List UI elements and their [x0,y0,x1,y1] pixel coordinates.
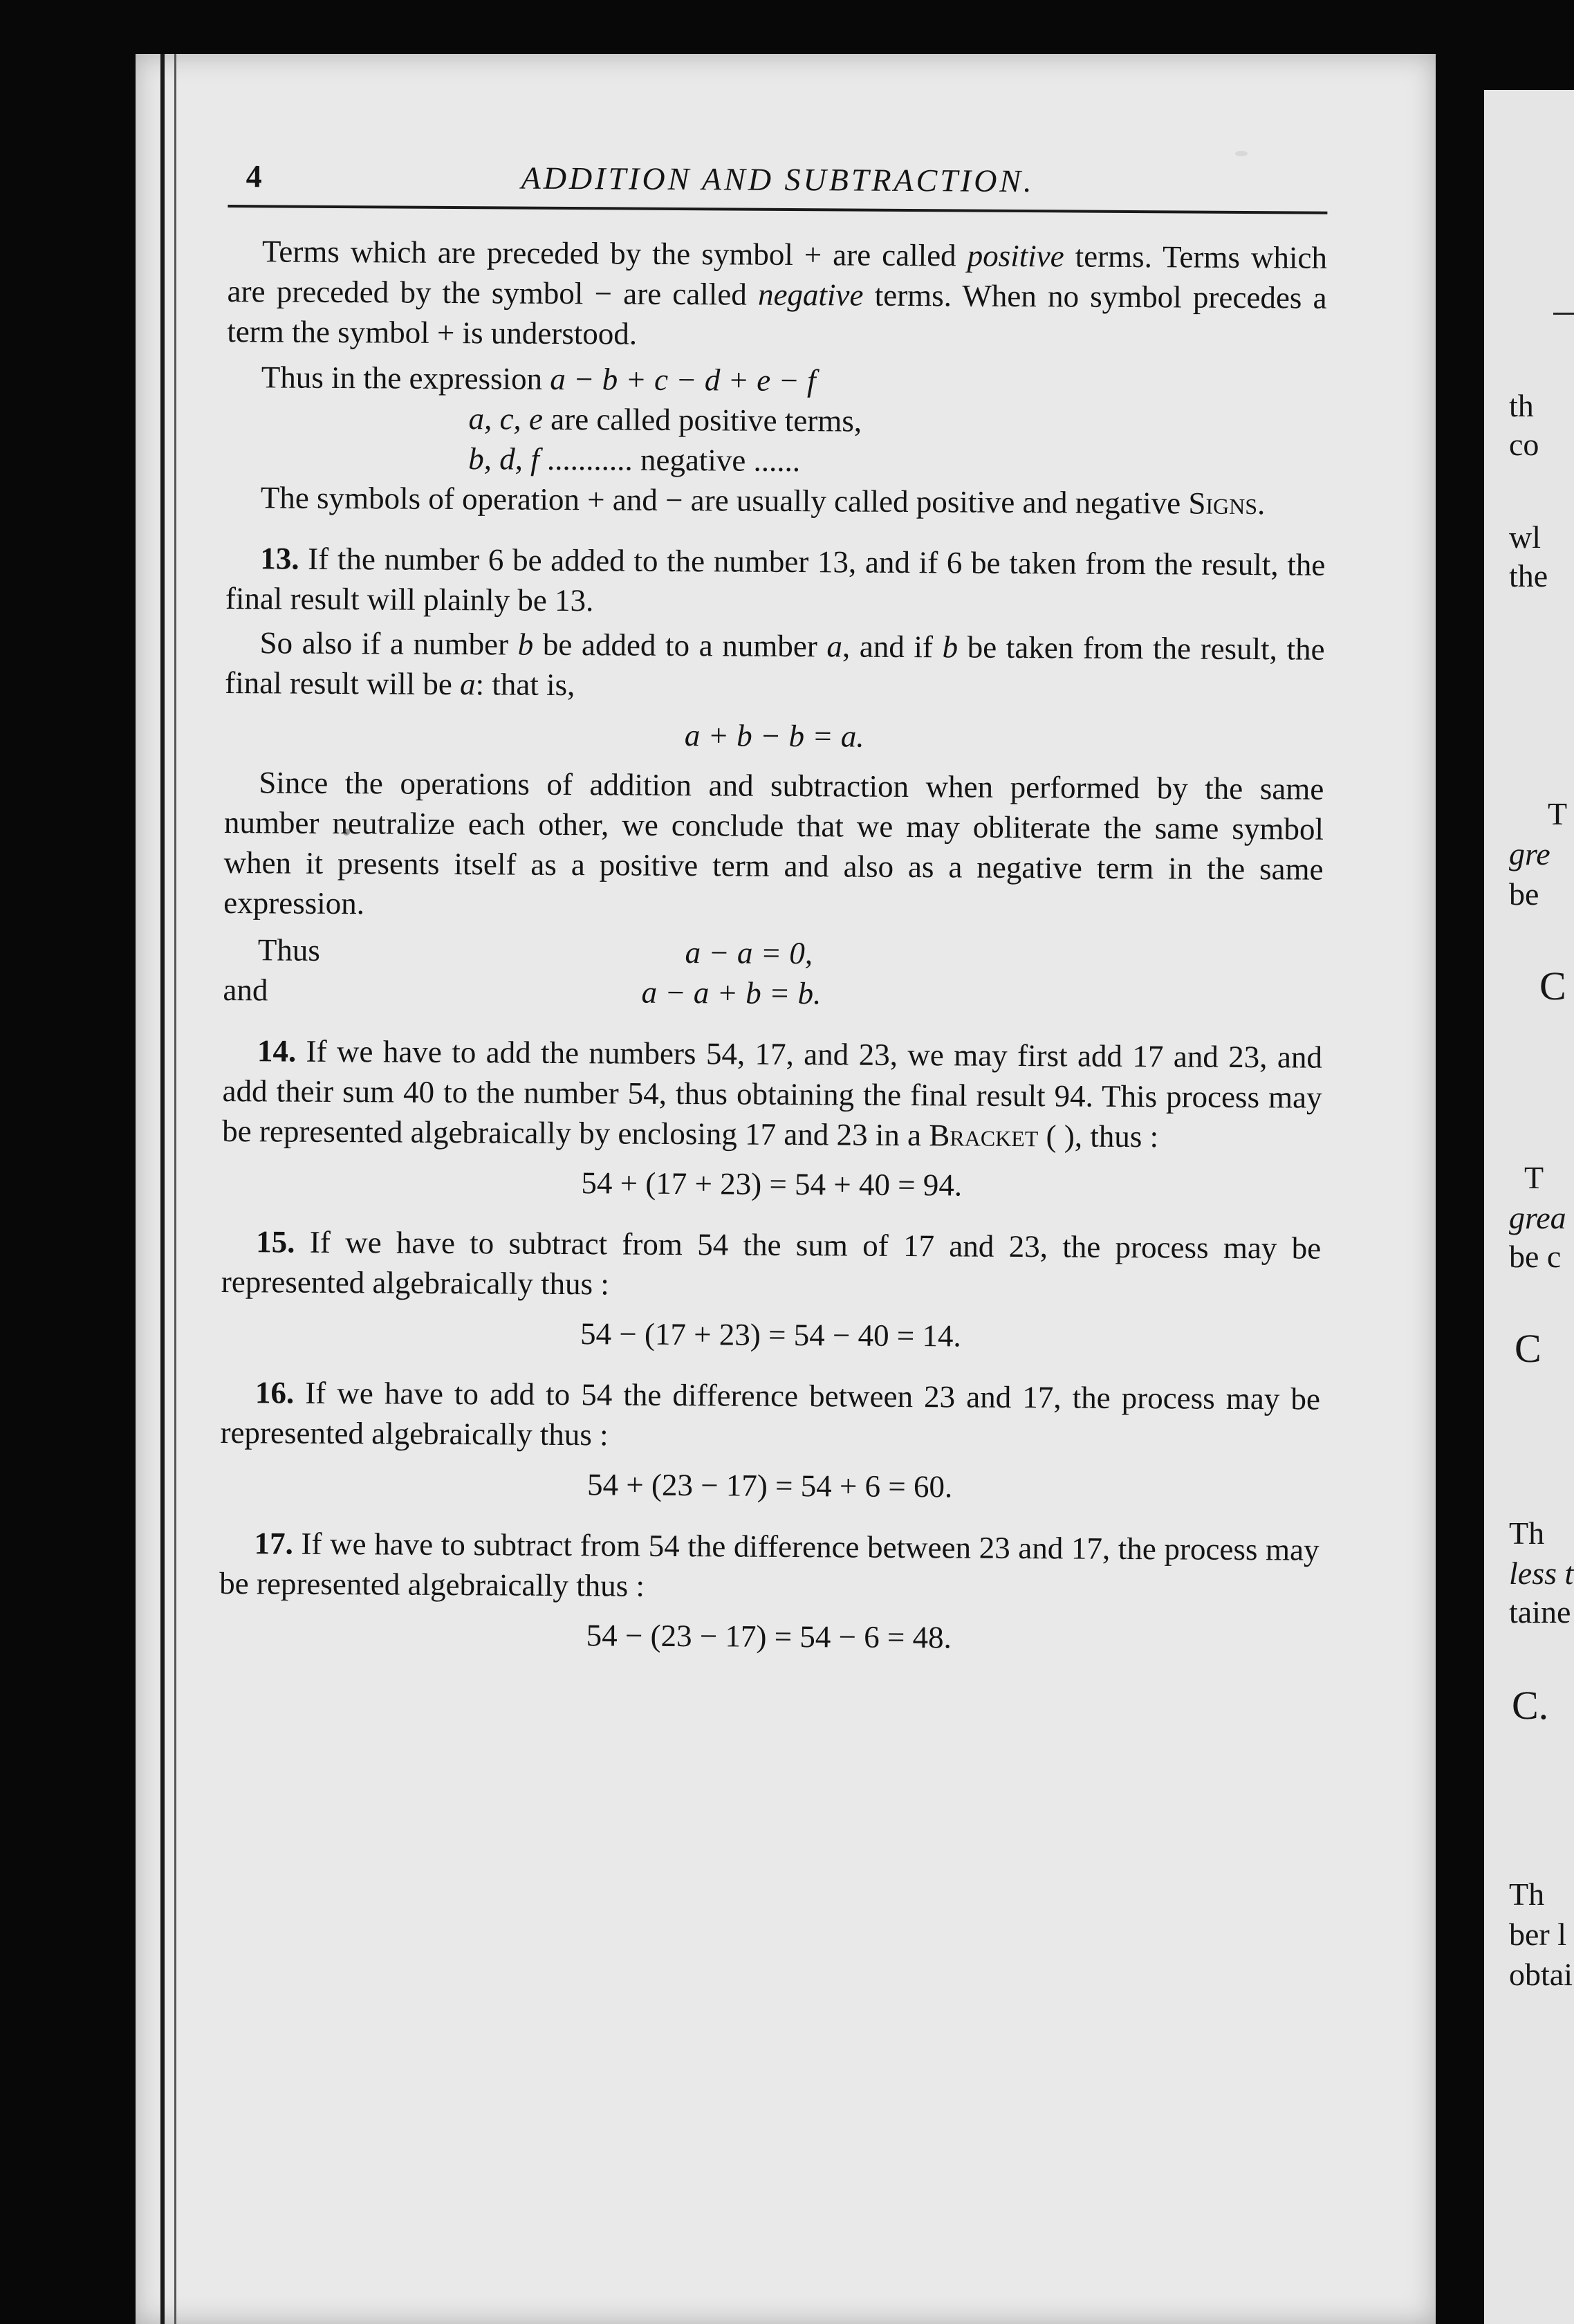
equation: 54 − (23 − 17) = 54 − 6 = 48. [586,1618,952,1655]
equation-row: Thus a − a = 0, [223,930,1323,977]
section-14-paragraph: 14. If we have to add the numbers 54, 17, and 23, we may first add 17 and 23, and add their sum 40 to the number 54, thus obtaining the final result 94. This process may be represented algebraically by enclosing 17 and 23 in a Bracket ( ), thus : [222,1033,1323,1154]
section-number: 13. [260,541,299,576]
facing-fragment: be c [1509,1239,1562,1274]
facing-fragment: wl [1509,519,1541,555]
equation: 54 + (17 + 23) = 54 + 40 = 94. [581,1165,963,1203]
facing-fragment: th [1509,388,1534,423]
equation: a − a + b = b. [641,975,822,1011]
negative-terms-line: b, d, f ........... negative ...... [468,441,801,479]
paragraph-expression: Thus in the expression a − b + c − d + e − f [261,360,816,398]
section-number: 14. [257,1033,297,1069]
page-text [219,138,1328,1670]
facing-fragment: T [1548,796,1568,831]
facing-fragment: less t [1509,1556,1574,1591]
facing-fragment: be [1509,876,1539,912]
equation: 54 − (17 + 23) = 54 − 40 = 14. [580,1316,961,1354]
facing-fragment: the [1509,558,1548,593]
facing-fragment: Th [1509,1876,1545,1912]
facing-fragment: taine [1509,1594,1571,1630]
gutter-line [174,54,176,2324]
section-15-paragraph: 15. If we have to subtract from 54 the sum of 17 and 23, the process may be represented algebraically thus : [221,1224,1322,1302]
equation-row: and a − a + b = b. [223,970,1322,1017]
paragraph-signs: The symbols of operation + and − are usually called positive and negative Signs. [260,480,1266,522]
section-number: 17. [254,1526,293,1561]
section-13-paragraph: 13. If the number 6 be added to the number 13, and if 6 be taken from the result, the final result will plainly be 13. [225,541,1326,618]
facing-page-edge [1484,90,1574,2324]
equation: 54 + (23 − 17) = 54 + 6 = 60. [586,1467,953,1504]
facing-fragment: gre [1509,836,1550,872]
section-17-paragraph: 17. If we have to subtract from 54 the difference between 23 and 17, the process may be represented algebraically thus : [219,1526,1320,1603]
facing-fragment: obtai [1509,1957,1573,1992]
paragraph-terms: Terms which are preceded by the symbol + are called positive terms. Terms which are preceded by the symbol − are called negative terms. When no symbol precedes a term the symbol + is understood. [227,234,1328,351]
running-head [228,138,1328,212]
section-13-paragraph-2: So also if a number b be added to a number a, and if b be taken from the result, the final result will be a: that is, [225,625,1325,703]
running-title: ADDITION AND SUBTRACTION. [521,160,1035,199]
facing-fragment: C [1539,963,1566,1008]
facing-fragment: C. [1512,1683,1549,1728]
section-16-paragraph: 16. If we have to add to 54 the difference between 23 and 17, the process may be represented algebraically thus : [220,1375,1321,1452]
equation: a − a = 0, [685,935,813,971]
section-number: 16. [254,1375,295,1410]
facing-fragment: T [1524,1160,1544,1195]
facing-rule [1553,313,1574,315]
page-number: 4 [246,158,262,194]
facing-fragment: Th [1509,1515,1545,1551]
facing-fragment: co [1509,427,1539,462]
facing-fragment: C [1515,1326,1541,1371]
facing-fragment: grea [1509,1200,1566,1235]
section-13-paragraph-3: Since the operations of addition and subtraction when performed by the same number neutralize each other, we conclude that we may obliterate the same symbol when it presents itself as a positive term and also as a negative term in the same expression. [223,765,1324,921]
gutter-line [160,54,165,2324]
section-number: 15. [256,1224,295,1260]
facing-fragment: ber l [1509,1917,1567,1952]
equation: a + b − b = a. [684,718,864,754]
positive-terms-line: a, c, e are called positive terms, [468,401,862,439]
